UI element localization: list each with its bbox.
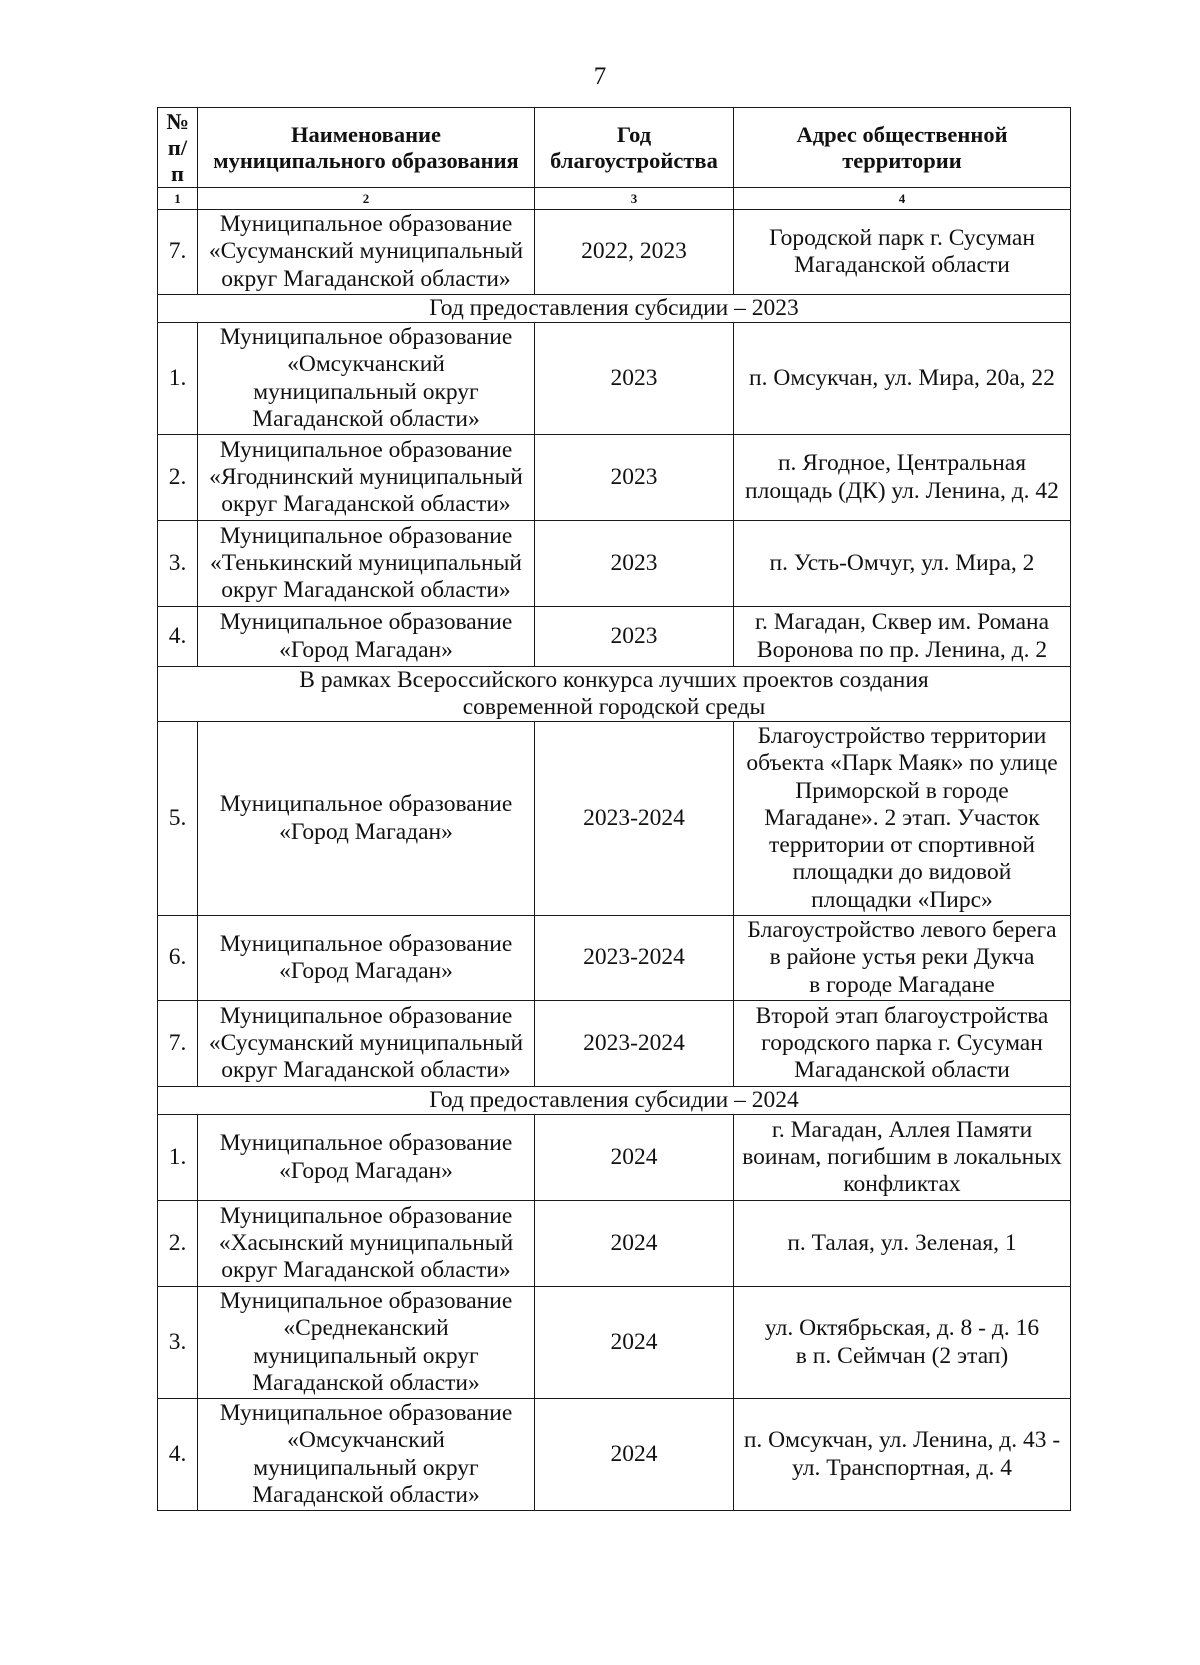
row-number: 2. — [158, 435, 198, 521]
page-number: 7 — [593, 63, 607, 90]
territory-address: п. Ягодное, Центральная площадь (ДК) ул. Ленина, д. 42 — [734, 435, 1071, 521]
section-title: Год предоставления субсидии – 2023 — [158, 295, 1071, 323]
improvement-year: 2024 — [535, 1287, 734, 1399]
row-number: 3. — [158, 521, 198, 607]
section-row — [158, 295, 1071, 323]
municipality-name: Муниципальное образование «Сусуманский муниципальный округ Магаданской области» — [198, 210, 535, 295]
column-number: 2 — [198, 188, 535, 210]
improvement-year: 2024 — [535, 1201, 734, 1287]
public-territories-table — [157, 107, 1071, 1511]
row-number: 4. — [158, 1399, 198, 1511]
table-row — [158, 1399, 1071, 1511]
territory-address: Благоустройство левого берега в районе устья реки Дукча в городе Магадане — [734, 916, 1071, 1001]
row-number: 3. — [158, 1287, 198, 1399]
municipality-name: Муниципальное образование «Ягоднинский муниципальный округ Магаданской области» — [198, 435, 535, 521]
row-number: 1. — [158, 323, 198, 435]
section-title: В рамках Всероссийского конкурса лучших проектов создания современной городской среды — [158, 667, 1071, 722]
territory-address: п. Талая, ул. Зеленая, 1 — [734, 1201, 1071, 1287]
table-row — [158, 1287, 1071, 1399]
improvement-year: 2023-2024 — [535, 722, 734, 916]
improvement-year: 2023-2024 — [535, 1001, 734, 1087]
table-row — [158, 916, 1071, 1001]
header-year: Год благоустройства — [535, 108, 734, 188]
section-row — [158, 667, 1071, 722]
municipality-name: Муниципальное образование «Тенькинский муниципальный округ Магаданской области» — [198, 521, 535, 607]
table-row — [158, 435, 1071, 521]
territory-address: ул. Октябрьская, д. 8 - д. 16 в п. Сеймчан (2 этап) — [734, 1287, 1071, 1399]
municipality-name: Муниципальное образование «Город Магадан» — [198, 607, 535, 667]
row-number: 7. — [158, 1001, 198, 1087]
section-title: Год предоставления субсидии – 2024 — [158, 1087, 1071, 1115]
column-number: 4 — [734, 188, 1071, 210]
column-number-row — [158, 188, 1071, 210]
column-number: 3 — [535, 188, 734, 210]
municipality-name: Муниципальное образование «Хасынский муниципальный округ Магаданской области» — [198, 1201, 535, 1287]
municipality-name: Муниципальное образование «Омсукчанский муниципальный округ Магаданской области» — [198, 323, 535, 435]
improvement-year: 2024 — [535, 1399, 734, 1511]
table-row — [158, 722, 1071, 916]
table-row — [158, 521, 1071, 607]
municipality-name: Муниципальное образование «Город Магадан» — [198, 722, 535, 916]
municipality-name: Муниципальное образование «Город Магадан» — [198, 1115, 535, 1201]
row-number: 4. — [158, 607, 198, 667]
table-row — [158, 1201, 1071, 1287]
header-municipality: Наименование муниципального образования — [198, 108, 535, 188]
territory-address: г. Магадан, Аллея Памяти воинам, погибшим в локальных конфликтах — [734, 1115, 1071, 1201]
header-number: № п/п — [158, 108, 198, 188]
improvement-year: 2023-2024 — [535, 916, 734, 1001]
territory-address: п. Усть-Омчуг, ул. Мира, 2 — [734, 521, 1071, 607]
territory-address: Городской парк г. Сусуман Магаданской области — [734, 210, 1071, 295]
table-row — [158, 607, 1071, 667]
territory-address: п. Омсукчан, ул. Ленина, д. 43 - ул. Транспортная, д. 4 — [734, 1399, 1071, 1511]
row-number: 6. — [158, 916, 198, 1001]
territory-address: г. Магадан, Сквер им. Романа Воронова по пр. Ленина, д. 2 — [734, 607, 1071, 667]
territory-address: Второй этап благоустройства городского парка г. Сусуман Магаданской области — [734, 1001, 1071, 1087]
header-address: Адрес общественной территории — [734, 108, 1071, 188]
improvement-year: 2023 — [535, 607, 734, 667]
header-row — [158, 108, 1071, 188]
table-body — [158, 210, 1071, 1511]
table-row — [158, 1001, 1071, 1087]
improvement-year: 2022, 2023 — [535, 210, 734, 295]
row-number: 1. — [158, 1115, 198, 1201]
territory-address: п. Омсукчан, ул. Мира, 20а, 22 — [734, 323, 1071, 435]
section-row — [158, 1087, 1071, 1115]
municipality-name: Муниципальное образование «Сусуманский муниципальный округ Магаданской области» — [198, 1001, 535, 1087]
column-number: 1 — [158, 188, 198, 210]
municipality-name: Муниципальное образование «Город Магадан» — [198, 916, 535, 1001]
table-row — [158, 1115, 1071, 1201]
table-row — [158, 210, 1071, 295]
improvement-year: 2023 — [535, 435, 734, 521]
municipality-name: Муниципальное образование «Среднеканский муниципальный округ Магаданской области» — [198, 1287, 535, 1399]
table-row — [158, 323, 1071, 435]
improvement-year: 2024 — [535, 1115, 734, 1201]
row-number: 5. — [158, 722, 198, 916]
territory-address: Благоустройство территории объекта «Парк Маяк» по улице Приморской в городе Магадане». 2 этап. Участок территории от спортивной площадки до видовой площадки «Пирс» — [734, 722, 1071, 916]
row-number: 7. — [158, 210, 198, 295]
row-number: 2. — [158, 1201, 198, 1287]
improvement-year: 2023 — [535, 323, 734, 435]
municipality-name: Муниципальное образование «Омсукчанский муниципальный округ Магаданской области» — [198, 1399, 535, 1511]
improvement-year: 2023 — [535, 521, 734, 607]
